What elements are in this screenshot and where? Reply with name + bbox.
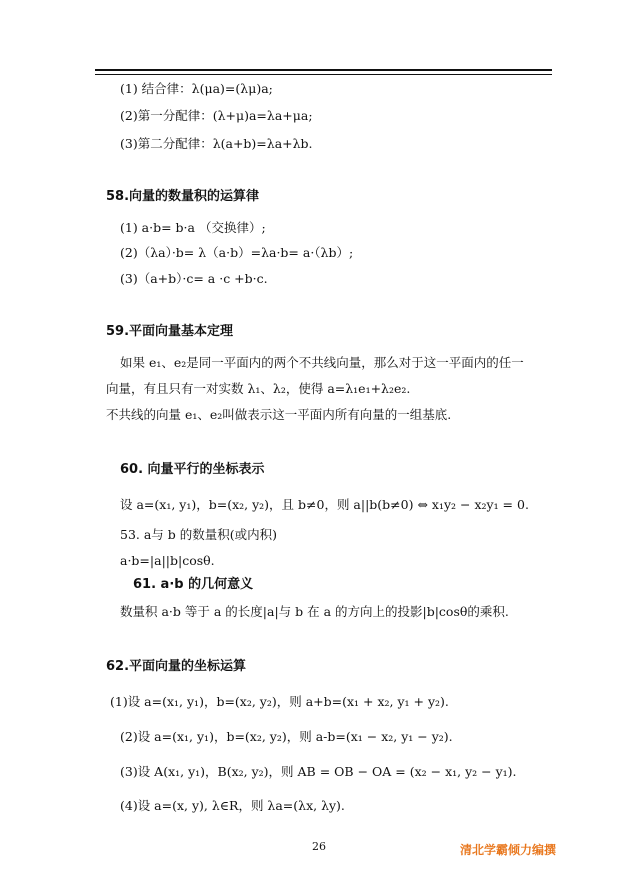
basis-definition: 不共线的向量 e₁、e₂叫做表示这一平面内所有向量的一组基底. [106,407,452,422]
heading-58: 58.向量的数量积的运算律 [106,189,260,204]
associative-law: (1) 结合律：λ(μa)=(λμ)a; [120,81,273,96]
geometric-meaning: 数量积 a·b 等于 a 的长度|a|与 b 在 a 的方向上的投影|b|cosθ的乘积. [120,604,509,619]
second-distributive-law: (3)第二分配律：λ(a+b)=λa+λb. [120,136,313,151]
coord-vector-ab: (3)设 A(x₁, y₁)，B(x₂, y₂)，则 AB = OB − OA = (x₂ − x₁, y₂ − y₁). [120,764,517,779]
heading-62: 62.平面向量的坐标运算 [106,659,247,674]
first-distributive-law: (2)第一分配律：(λ+μ)a=λa+μa; [120,108,313,123]
dot-distributive-law: (3)（a+b）·c= a ·c +b·c. [120,271,268,286]
heading-60: 60. 向量平行的坐标表示 [120,462,265,477]
coord-subtraction: (2)设 a=(x₁, y₁)，b=(x₂, y₂)，则 a-b=(x₁ − x₂, y₁ − y₂). [120,729,453,744]
page-number: 26 [312,840,326,853]
heading-61: 61. a·b 的几何意义 [133,577,254,592]
scalar-law: (2)（λa）·b= λ（a·b）=λa·b= a·（λb）; [120,245,354,260]
commutative-law: (1) a·b= b·a （交换律）; [120,220,266,235]
heading-59: 59.平面向量基本定理 [106,324,234,339]
footer-brand: 清北学霸倾力编撰 [460,843,557,857]
dot-product-title: 53. a与 b 的数量积(或内积) [120,527,278,542]
theorem-line-2: 向量，有且只有一对实数 λ₁、λ₂，使得 a=λ₁e₁+λ₂e₂. [106,381,411,396]
theorem-line-1: 如果 e₁、e₂是同一平面内的两个不共线向量，那么对于这一平面内的任一 [120,355,524,370]
dot-product-formula: a·b=|a||b|cosθ. [120,553,215,568]
parallel-condition: 设 a=(x₁, y₁)，b=(x₂, y₂)，且 b≠0，则 a||b(b≠0) ⇔ x₁y₂ − x₂y₁ = 0. [120,497,529,512]
header-rule-thick [95,69,552,71]
header-rule-thin [95,74,552,75]
coord-scalar-mult: (4)设 a=(x, y), λ∈R，则 λa=(λx, λy). [120,798,345,813]
coord-addition: (1)设 a=(x₁, y₁)，b=(x₂, y₂)，则 a+b=(x₁ + x₂, y₁ + y₂). [110,694,449,709]
